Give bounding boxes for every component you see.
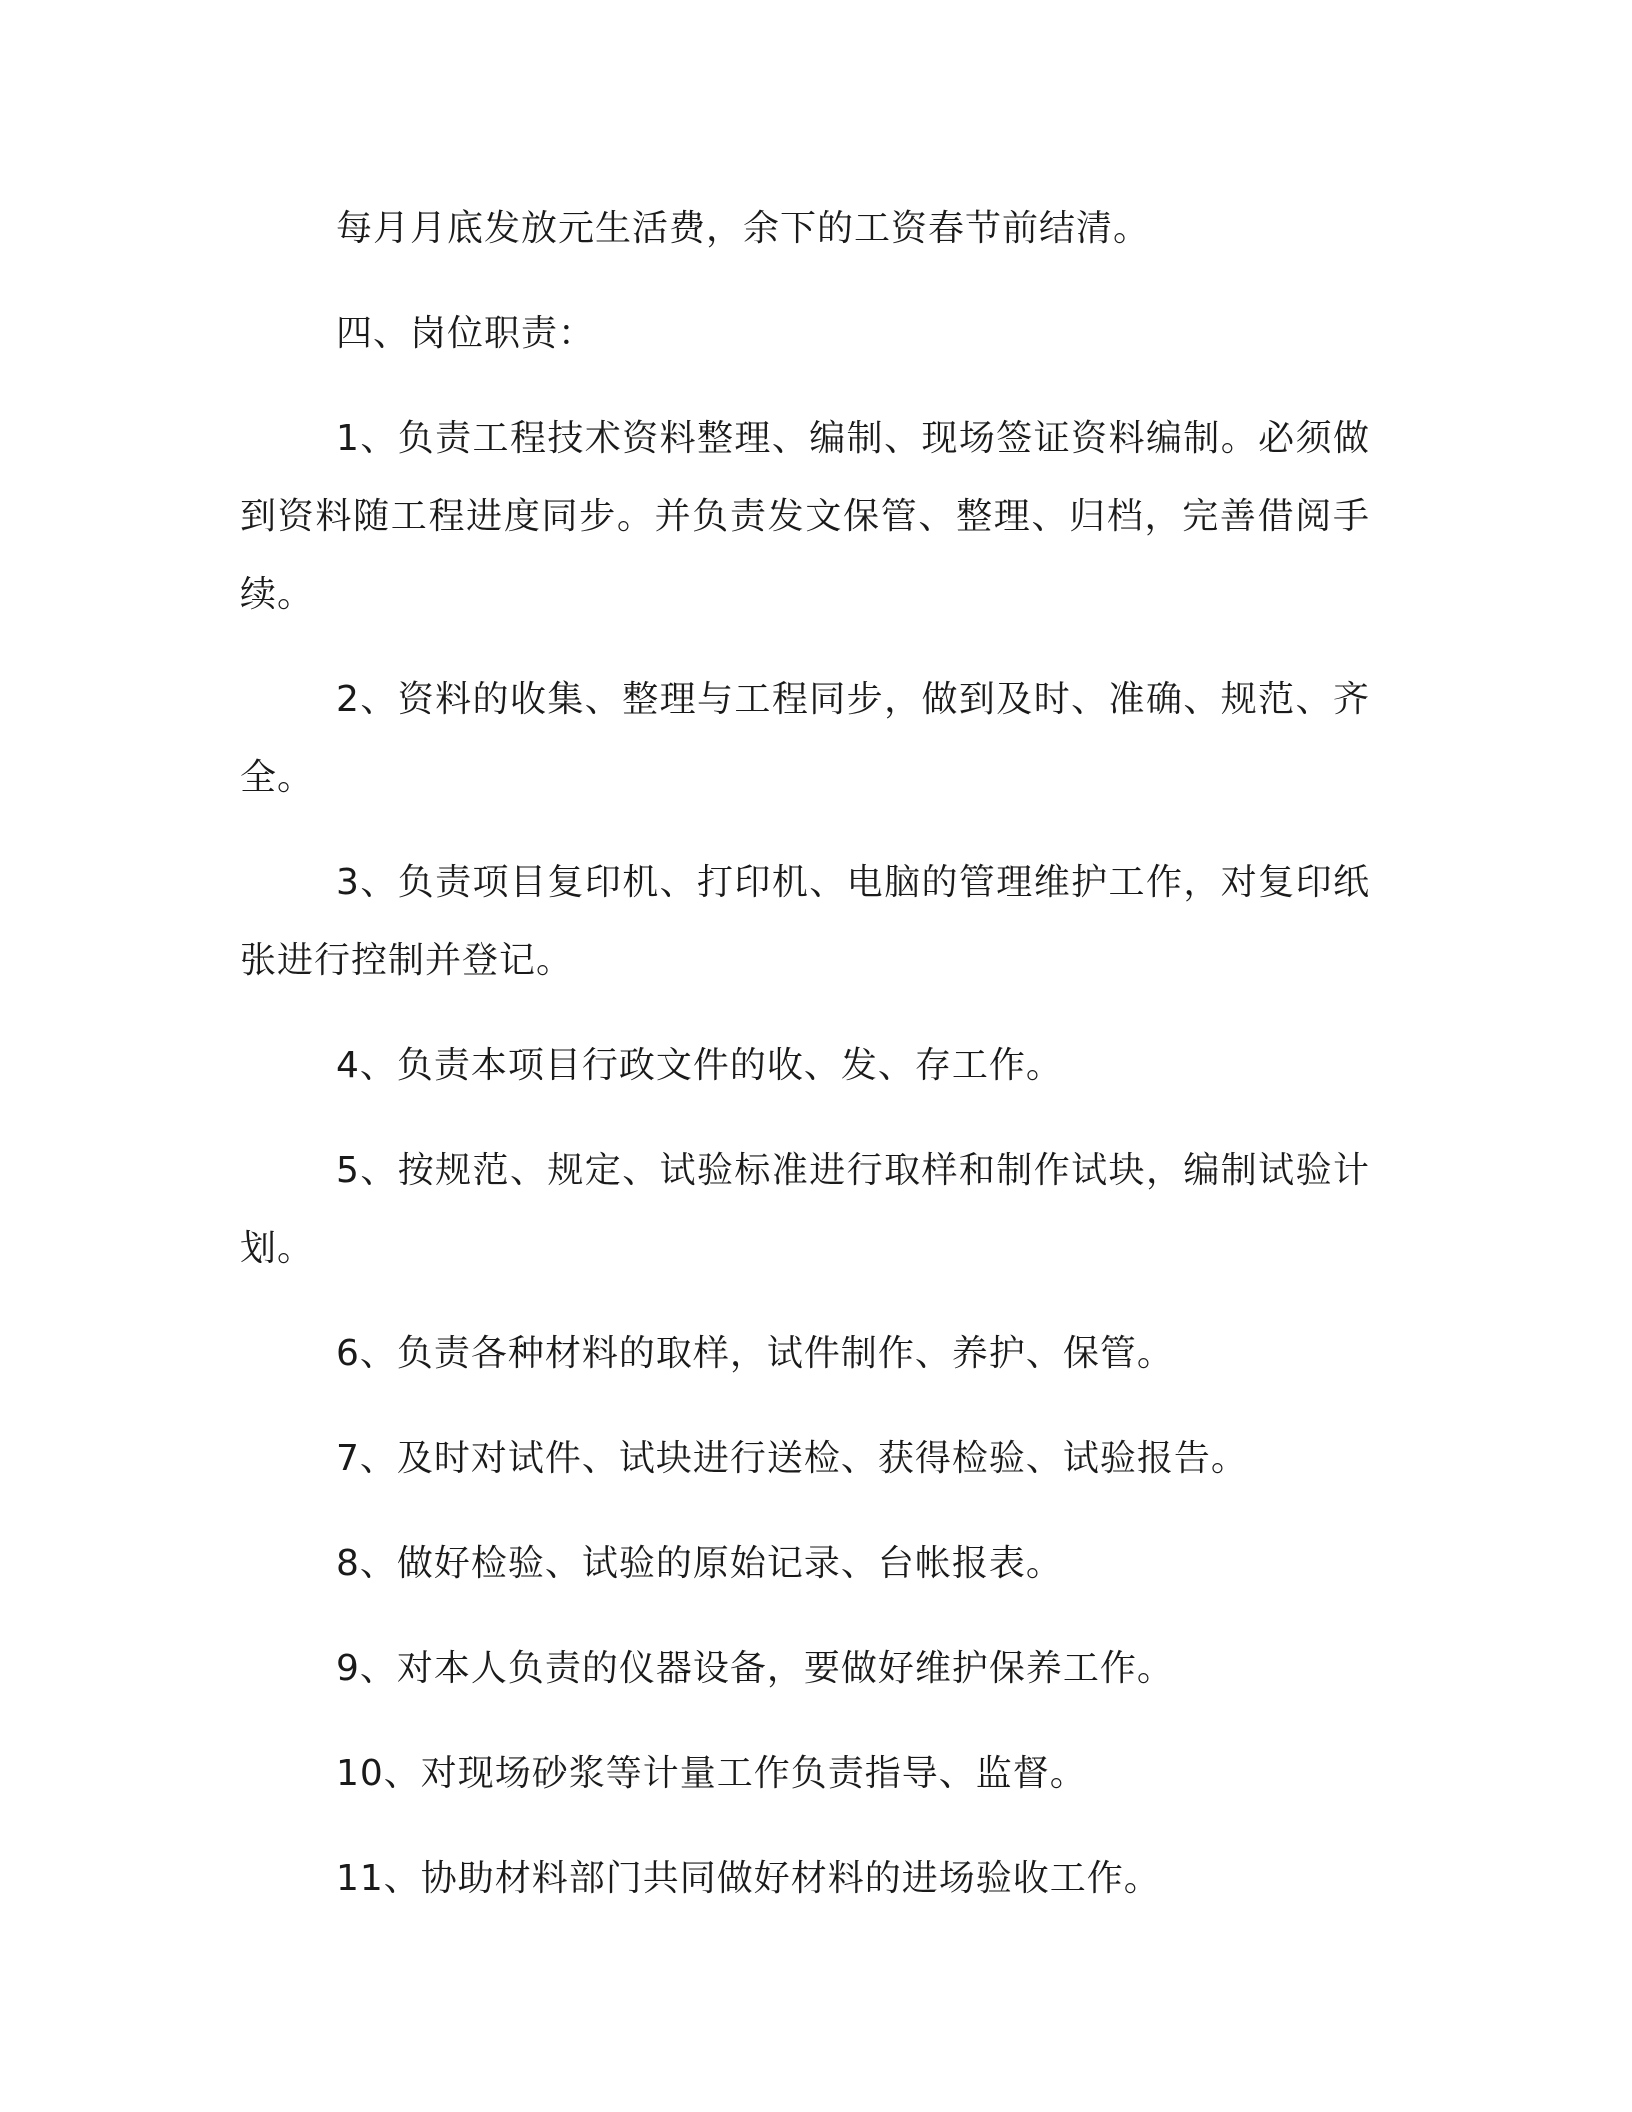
duty-item-2: 2、资料的收集、整理与工程同步，做到及时、准确、规范、齐全。	[240, 679, 1370, 798]
duty-item-9: 9、对本人负责的仪器设备，要做好维护保养工作。	[336, 1648, 1174, 1689]
section-heading-duties: 四、岗位职责：	[336, 313, 596, 354]
duty-item-1: 1、负责工程技术资料整理、编制、现场签证资料编制。必须做到资料随工程进度同步。并负责发文保管、整理、归档，完善借阅手续。	[240, 418, 1370, 615]
duty-item-3: 3、负责项目复印机、打印机、电脑的管理维护工作，对复印纸张进行控制并登记。	[240, 862, 1370, 981]
document-page	[240, 190, 1370, 1945]
duty-item-8: 8、做好检验、试验的原始记录、台帐报表。	[336, 1543, 1063, 1584]
paragraph-salary: 每月月底发放元生活费，余下的工资春节前结清。	[336, 208, 1151, 249]
duty-item-5: 5、按规范、规定、试验标准进行取样和制作试块，编制试验计划。	[240, 1150, 1370, 1269]
duty-item-4: 4、负责本项目行政文件的收、发、存工作。	[336, 1045, 1063, 1086]
duty-item-10: 10、对现场砂浆等计量工作负责指导、监督。	[336, 1753, 1087, 1794]
duty-item-6: 6、负责各种材料的取样，试件制作、养护、保管。	[336, 1333, 1174, 1374]
duty-item-7: 7、及时对试件、试块进行送检、获得检验、试验报告。	[336, 1438, 1248, 1479]
duty-item-11: 11、协助材料部门共同做好材料的进场验收工作。	[336, 1858, 1161, 1899]
